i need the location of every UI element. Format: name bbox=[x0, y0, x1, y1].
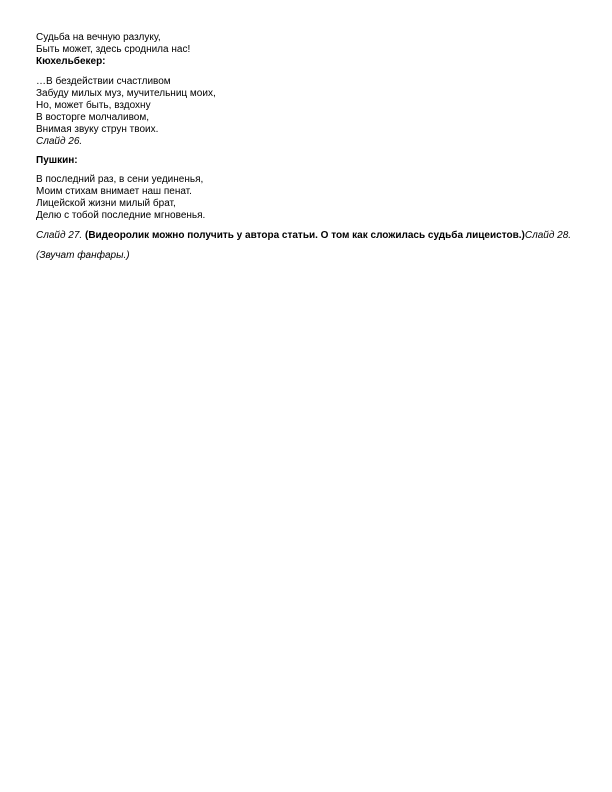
fanfare-direction: (Звучат фанфары.) bbox=[36, 250, 130, 261]
verse-line: Судьба на вечную разлуку, bbox=[36, 32, 161, 43]
stanza-1 bbox=[36, 32, 581, 56]
speaker-kuchelbecker: Кюхельбекер: bbox=[36, 56, 106, 67]
verse-line: Моим стихам внимает наш пенат. bbox=[36, 186, 192, 197]
slide-28-label: Слайд 28. bbox=[524, 230, 572, 241]
speaker-pushkin: Пушкин: bbox=[36, 155, 78, 166]
slide-27-paragraph bbox=[36, 230, 581, 242]
stanza-2 bbox=[36, 76, 581, 148]
verse-line: Внимая звуку струн твоих. bbox=[36, 124, 159, 135]
verse-line: В восторге молчаливом, bbox=[36, 112, 150, 123]
verse-line: Забуду милых муз, мучительниц моих, bbox=[36, 88, 216, 99]
stanza-3 bbox=[36, 174, 581, 222]
slide-26-label: Слайд 26. bbox=[36, 136, 83, 147]
video-note: (Видеоролик можно получить у автора статьи. О том как сложилась судьба лицеистов.) bbox=[84, 230, 525, 241]
verse-line: В последний раз, в сени уединенья, bbox=[36, 174, 204, 185]
verse-line: Делю с тобой последние мгновенья. bbox=[36, 210, 206, 221]
verse-line: …В бездействии счастливом bbox=[36, 76, 171, 87]
document-page bbox=[36, 32, 581, 262]
verse-line: Но, может быть, вздохну bbox=[36, 100, 151, 111]
verse-line: Быть может, здесь сроднила нас! bbox=[36, 44, 191, 55]
slide-27-label: Слайд 27. bbox=[36, 230, 83, 241]
verse-line: Лицейской жизни милый брат, bbox=[36, 198, 176, 209]
